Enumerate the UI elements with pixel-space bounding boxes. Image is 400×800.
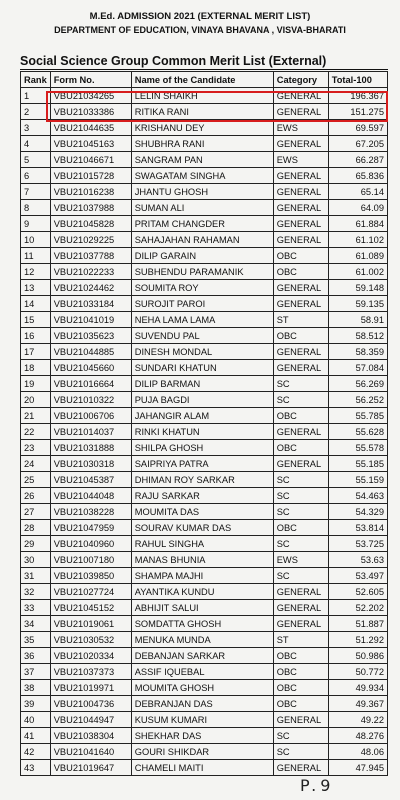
table-row (21, 168, 388, 184)
table-row (21, 584, 388, 600)
candidate-name-cell: SAHAJAHAN RAHAMAN (131, 232, 273, 248)
table-row (21, 440, 388, 456)
total-cell: 49.934 (328, 680, 387, 696)
candidate-name-cell: ASSIF IQUEBAL (131, 664, 273, 680)
candidate-name-cell: LELIN SHAIKH (131, 88, 273, 104)
table-row (21, 264, 388, 280)
form-no-cell: VBU21030318 (50, 456, 131, 472)
form-no-cell: VBU21030532 (50, 632, 131, 648)
form-no-cell: VBU21031888 (50, 440, 131, 456)
total-cell: 61.089 (328, 248, 387, 264)
table-row (21, 600, 388, 616)
candidate-name-cell: DEBRANJAN DAS (131, 696, 273, 712)
rank-cell: 14 (21, 296, 51, 312)
table-row (21, 712, 388, 728)
rank-cell: 5 (21, 152, 51, 168)
total-cell: 56.252 (328, 392, 387, 408)
rank-cell: 3 (21, 120, 51, 136)
form-no-cell: VBU21047959 (50, 520, 131, 536)
form-no-cell: VBU21044947 (50, 712, 131, 728)
table-row (21, 616, 388, 632)
rank-cell: 22 (21, 424, 51, 440)
total-cell: 55.628 (328, 424, 387, 440)
category-cell: GENERAL (273, 104, 328, 120)
rank-cell: 11 (21, 248, 51, 264)
total-cell: 61.884 (328, 216, 387, 232)
form-no-cell: VBU21044635 (50, 120, 131, 136)
total-cell: 51.292 (328, 632, 387, 648)
rank-cell: 31 (21, 568, 51, 584)
form-no-cell: VBU21033184 (50, 296, 131, 312)
rank-cell: 38 (21, 680, 51, 696)
candidate-name-cell: KRISHANU DEY (131, 120, 273, 136)
table-row (21, 680, 388, 696)
form-no-cell: VBU21038228 (50, 504, 131, 520)
category-cell: GENERAL (273, 88, 328, 104)
candidate-name-cell: DEBANJAN SARKAR (131, 648, 273, 664)
category-cell: OBC (273, 248, 328, 264)
table-row (21, 520, 388, 536)
table-row (21, 456, 388, 472)
rank-cell: 17 (21, 344, 51, 360)
rank-cell: 40 (21, 712, 51, 728)
rank-cell: 13 (21, 280, 51, 296)
total-cell: 50.986 (328, 648, 387, 664)
candidate-name-cell: SHUBHRA RANI (131, 136, 273, 152)
total-cell: 57.084 (328, 360, 387, 376)
category-cell: GENERAL (273, 584, 328, 600)
rank-cell: 15 (21, 312, 51, 328)
rank-cell: 28 (21, 520, 51, 536)
rank-cell: 42 (21, 744, 51, 760)
column-header-name: Name of the Candidate (131, 72, 273, 88)
rank-cell: 12 (21, 264, 51, 280)
form-no-cell: VBU21027724 (50, 584, 131, 600)
total-cell: 151.275 (328, 104, 387, 120)
rank-cell: 10 (21, 232, 51, 248)
category-cell: SC (273, 376, 328, 392)
category-cell: EWS (273, 552, 328, 568)
category-cell: OBC (273, 696, 328, 712)
total-cell: 53.497 (328, 568, 387, 584)
candidate-name-cell: SHILPA GHOSH (131, 440, 273, 456)
form-no-cell: VBU21016238 (50, 184, 131, 200)
total-cell: 49.367 (328, 696, 387, 712)
table-row (21, 328, 388, 344)
category-cell: GENERAL (273, 232, 328, 248)
total-cell: 55.785 (328, 408, 387, 424)
form-no-cell: VBU21019971 (50, 680, 131, 696)
rank-cell: 32 (21, 584, 51, 600)
candidate-name-cell: MENUKA MUNDA (131, 632, 273, 648)
candidate-name-cell: SUVENDU PAL (131, 328, 273, 344)
rank-cell: 27 (21, 504, 51, 520)
candidate-name-cell: KUSUM KUMARI (131, 712, 273, 728)
form-no-cell: VBU21037373 (50, 664, 131, 680)
candidate-name-cell: PUJA BAGDI (131, 392, 273, 408)
rank-cell: 26 (21, 488, 51, 504)
total-cell: 65.836 (328, 168, 387, 184)
total-cell: 49.22 (328, 712, 387, 728)
merit-table-body (21, 88, 388, 776)
rank-cell: 9 (21, 216, 51, 232)
form-no-cell: VBU21037988 (50, 200, 131, 216)
table-row (21, 488, 388, 504)
form-no-cell: VBU21045828 (50, 216, 131, 232)
category-cell: OBC (273, 440, 328, 456)
category-cell: SC (273, 504, 328, 520)
category-cell: SC (273, 744, 328, 760)
category-cell: SC (273, 488, 328, 504)
category-cell: GENERAL (273, 600, 328, 616)
admission-heading: M.Ed. ADMISSION 2021 (EXTERNAL MERIT LIST) (89, 11, 311, 22)
form-no-cell: VBU21045660 (50, 360, 131, 376)
total-cell: 55.578 (328, 440, 387, 456)
table-row (21, 536, 388, 552)
column-header-rank: Rank (21, 72, 51, 88)
form-no-cell: VBU21022233 (50, 264, 131, 280)
rank-cell: 18 (21, 360, 51, 376)
rank-cell: 23 (21, 440, 51, 456)
candidate-name-cell: CHAMELI MAITI (131, 760, 273, 776)
category-cell: GENERAL (273, 296, 328, 312)
form-no-cell: VBU21038304 (50, 728, 131, 744)
form-no-cell: VBU21029225 (50, 232, 131, 248)
total-cell: 51.887 (328, 616, 387, 632)
candidate-name-cell: NEHA LAMA LAMA (131, 312, 273, 328)
form-no-cell: VBU21004736 (50, 696, 131, 712)
form-no-cell: VBU21033386 (50, 104, 131, 120)
total-cell: 53.725 (328, 536, 387, 552)
candidate-name-cell: MOUMITA DAS (131, 504, 273, 520)
table-row (21, 744, 388, 760)
total-cell: 61.102 (328, 232, 387, 248)
table-row (21, 376, 388, 392)
table-row (21, 392, 388, 408)
category-cell: GENERAL (273, 136, 328, 152)
form-no-cell: VBU21019647 (50, 760, 131, 776)
form-no-cell: VBU21010322 (50, 392, 131, 408)
total-cell: 58.91 (328, 312, 387, 328)
rank-cell: 20 (21, 392, 51, 408)
rank-cell: 4 (21, 136, 51, 152)
category-cell: GENERAL (273, 360, 328, 376)
candidate-name-cell: JHANTU GHOSH (131, 184, 273, 200)
rank-cell: 19 (21, 376, 51, 392)
total-cell: 58.512 (328, 328, 387, 344)
candidate-name-cell: SOUMITA ROY (131, 280, 273, 296)
category-cell: SC (273, 392, 328, 408)
total-cell: 53.63 (328, 552, 387, 568)
category-cell: GENERAL (273, 184, 328, 200)
category-cell: OBC (273, 328, 328, 344)
total-cell: 52.202 (328, 600, 387, 616)
total-cell: 55.185 (328, 456, 387, 472)
column-header-category: Category (273, 72, 328, 88)
candidate-name-cell: SAIPRIYA PATRA (131, 456, 273, 472)
candidate-name-cell: ABHIJIT SALUI (131, 600, 273, 616)
candidate-name-cell: DHIMAN ROY SARKAR (131, 472, 273, 488)
total-cell: 69.597 (328, 120, 387, 136)
table-row (21, 504, 388, 520)
form-no-cell: VBU21046671 (50, 152, 131, 168)
form-no-cell: VBU21006706 (50, 408, 131, 424)
table-row (21, 184, 388, 200)
total-cell: 52.605 (328, 584, 387, 600)
candidate-name-cell: SWAGATAM SINGHA (131, 168, 273, 184)
rank-cell: 24 (21, 456, 51, 472)
category-cell: SC (273, 472, 328, 488)
category-cell: GENERAL (273, 344, 328, 360)
candidate-name-cell: AYANTIKA KUNDU (131, 584, 273, 600)
column-header-form-no: Form No. (50, 72, 131, 88)
candidate-name-cell: MANAS BHUNIA (131, 552, 273, 568)
total-cell: 56.269 (328, 376, 387, 392)
total-cell: 55.159 (328, 472, 387, 488)
rank-cell: 21 (21, 408, 51, 424)
category-cell: SC (273, 536, 328, 552)
table-row (21, 344, 388, 360)
category-cell: OBC (273, 680, 328, 696)
category-cell: ST (273, 312, 328, 328)
table-row (21, 424, 388, 440)
table-row (21, 568, 388, 584)
form-no-cell: VBU21019061 (50, 616, 131, 632)
table-row (21, 296, 388, 312)
candidate-name-cell: MOUMITA GHOSH (131, 680, 273, 696)
table-row (21, 648, 388, 664)
category-cell: SC (273, 728, 328, 744)
total-cell: 50.772 (328, 664, 387, 680)
form-no-cell: VBU21016664 (50, 376, 131, 392)
candidate-name-cell: SHEKHAR DAS (131, 728, 273, 744)
total-cell: 54.329 (328, 504, 387, 520)
page-number-handwritten: P.9 (300, 776, 335, 795)
total-cell: 65.14 (328, 184, 387, 200)
table-row (21, 88, 388, 104)
form-no-cell: VBU21020334 (50, 648, 131, 664)
candidate-name-cell: SOURAV KUMAR DAS (131, 520, 273, 536)
rank-cell: 35 (21, 632, 51, 648)
candidate-name-cell: DINESH MONDAL (131, 344, 273, 360)
candidate-name-cell: RAJU SARKAR (131, 488, 273, 504)
table-row (21, 104, 388, 120)
total-cell: 48.276 (328, 728, 387, 744)
total-cell: 59.148 (328, 280, 387, 296)
total-cell: 64.09 (328, 200, 387, 216)
form-no-cell: VBU21045152 (50, 600, 131, 616)
category-cell: OBC (273, 648, 328, 664)
category-cell: EWS (273, 120, 328, 136)
rank-cell: 2 (21, 104, 51, 120)
table-row (21, 664, 388, 680)
table-row (21, 552, 388, 568)
total-cell: 66.287 (328, 152, 387, 168)
rank-cell: 7 (21, 184, 51, 200)
form-no-cell: VBU21015728 (50, 168, 131, 184)
total-cell: 48.06 (328, 744, 387, 760)
merit-table (20, 71, 388, 776)
table-row (21, 120, 388, 136)
rank-cell: 43 (21, 760, 51, 776)
rank-cell: 41 (21, 728, 51, 744)
total-cell: 59.135 (328, 296, 387, 312)
table-row (21, 216, 388, 232)
candidate-name-cell: DILIP GARAIN (131, 248, 273, 264)
category-cell: GENERAL (273, 200, 328, 216)
candidate-name-cell: SHAMPA MAJHI (131, 568, 273, 584)
candidate-name-cell: SANGRAM PAN (131, 152, 273, 168)
table-row (21, 760, 388, 776)
rank-cell: 8 (21, 200, 51, 216)
category-cell: ST (273, 632, 328, 648)
form-no-cell: VBU21041019 (50, 312, 131, 328)
category-cell: GENERAL (273, 712, 328, 728)
form-no-cell: VBU21014037 (50, 424, 131, 440)
table-row (21, 232, 388, 248)
rank-cell: 1 (21, 88, 51, 104)
candidate-name-cell: SUMAN ALI (131, 200, 273, 216)
rank-cell: 33 (21, 600, 51, 616)
candidate-name-cell: GOURI SHIKDAR (131, 744, 273, 760)
table-row (21, 280, 388, 296)
category-cell: GENERAL (273, 280, 328, 296)
table-row (21, 248, 388, 264)
candidate-name-cell: RINKI KHATUN (131, 424, 273, 440)
candidate-name-cell: SUNDARI KHATUN (131, 360, 273, 376)
form-no-cell: VBU21045163 (50, 136, 131, 152)
rank-cell: 16 (21, 328, 51, 344)
form-no-cell: VBU21045387 (50, 472, 131, 488)
total-cell: 53.814 (328, 520, 387, 536)
department-heading: DEPARTMENT OF EDUCATION, VINAYA BHAVANA , VISVA-BHARATI (54, 25, 346, 35)
column-header-total: Total-100 (328, 72, 387, 88)
candidate-name-cell: DILIP BARMAN (131, 376, 273, 392)
form-no-cell: VBU21040960 (50, 536, 131, 552)
table-row (21, 152, 388, 168)
candidate-name-cell: SUROJIT PAROI (131, 296, 273, 312)
table-row (21, 312, 388, 328)
total-cell: 54.463 (328, 488, 387, 504)
table-row (21, 360, 388, 376)
rank-cell: 6 (21, 168, 51, 184)
total-cell: 61.002 (328, 264, 387, 280)
candidate-name-cell: PRITAM CHANGDER (131, 216, 273, 232)
category-cell: OBC (273, 408, 328, 424)
form-no-cell: VBU21037788 (50, 248, 131, 264)
category-cell: GENERAL (273, 616, 328, 632)
table-row (21, 632, 388, 648)
candidate-name-cell: JAHANGIR ALAM (131, 408, 273, 424)
form-no-cell: VBU21034265 (50, 88, 131, 104)
rank-cell: 29 (21, 536, 51, 552)
category-cell: GENERAL (273, 168, 328, 184)
total-cell: 67.205 (328, 136, 387, 152)
table-row (21, 200, 388, 216)
rank-cell: 30 (21, 552, 51, 568)
candidate-name-cell: SUBHENDU PARAMANIK (131, 264, 273, 280)
form-no-cell: VBU21024462 (50, 280, 131, 296)
table-row (21, 728, 388, 744)
category-cell: OBC (273, 264, 328, 280)
form-no-cell: VBU21041640 (50, 744, 131, 760)
category-cell: SC (273, 568, 328, 584)
rank-cell: 34 (21, 616, 51, 632)
form-no-cell: VBU21044885 (50, 344, 131, 360)
category-cell: GENERAL (273, 216, 328, 232)
rank-cell: 36 (21, 648, 51, 664)
rank-cell: 25 (21, 472, 51, 488)
candidate-name-cell: RITIKA RANI (131, 104, 273, 120)
total-cell: 58.359 (328, 344, 387, 360)
candidate-name-cell: RAHUL SINGHA (131, 536, 273, 552)
form-no-cell: VBU21035623 (50, 328, 131, 344)
table-header-row (21, 72, 388, 88)
total-cell: 196.367 (328, 88, 387, 104)
category-cell: GENERAL (273, 424, 328, 440)
form-no-cell: VBU21007180 (50, 552, 131, 568)
category-cell: GENERAL (273, 760, 328, 776)
category-cell: EWS (273, 152, 328, 168)
category-cell: OBC (273, 664, 328, 680)
form-no-cell: VBU21039850 (50, 568, 131, 584)
form-no-cell: VBU21044048 (50, 488, 131, 504)
table-row (21, 408, 388, 424)
category-cell: OBC (273, 520, 328, 536)
rank-cell: 39 (21, 696, 51, 712)
table-row (21, 472, 388, 488)
rank-cell: 37 (21, 664, 51, 680)
merit-list-title: Social Science Group Common Merit List (External) (20, 54, 388, 70)
table-row (21, 136, 388, 152)
category-cell: GENERAL (273, 456, 328, 472)
table-row (21, 696, 388, 712)
total-cell: 47.945 (328, 760, 387, 776)
candidate-name-cell: SOMDATTA GHOSH (131, 616, 273, 632)
